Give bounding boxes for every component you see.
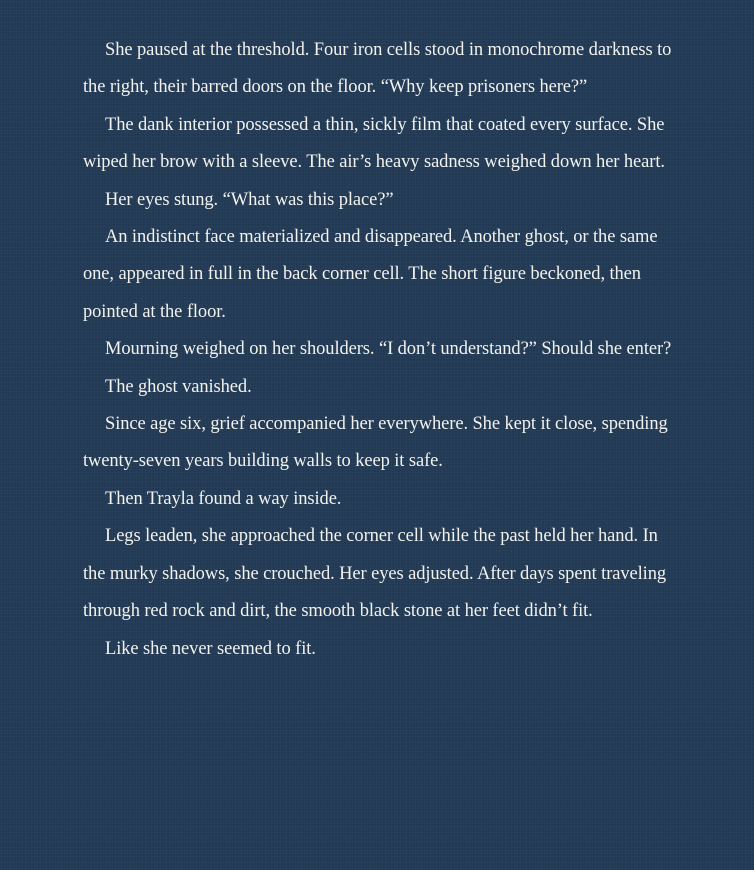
paragraph: Mourning weighed on her shoulders. “I don’t understand?” Should she enter? <box>105 339 672 360</box>
paragraph: Since age six, grief accompanied her everywhere. She kept it close, spending twenty-seven years building walls to keep it safe. <box>83 414 668 472</box>
paragraph: She paused at the threshold. Four iron cells stood in monochrome darkness to the right, their barred doors on the floor. “Why keep prisoners here?” <box>83 40 672 98</box>
paragraph: The dank interior possessed a thin, sickly film that coated every surface. She wiped her brow with a sleeve. The air’s heavy sadness weighed down her heart. <box>83 114 665 173</box>
paragraph: Then Trayla found a way inside. <box>105 488 342 509</box>
paragraph: An indistinct face materialized and disappeared. Another ghost, or the same one, appeared in full in the back corner cell. The short figure beckoned, then pointed at the floor. <box>83 227 658 322</box>
paragraph: Legs leaden, she approached the corner cell while the past held her hand. In the murky shadows, she crouched. Her eyes adjusted. After days spent traveling through red rock and dirt, the smooth black stone at her feet didn’t fit. <box>83 526 667 622</box>
paragraph: Like she never seemed to fit. <box>105 638 316 659</box>
paragraph: The ghost vanished. <box>105 376 252 397</box>
story-text <box>83 32 683 668</box>
paragraph: Her eyes stung. “What was this place?” <box>105 189 394 210</box>
